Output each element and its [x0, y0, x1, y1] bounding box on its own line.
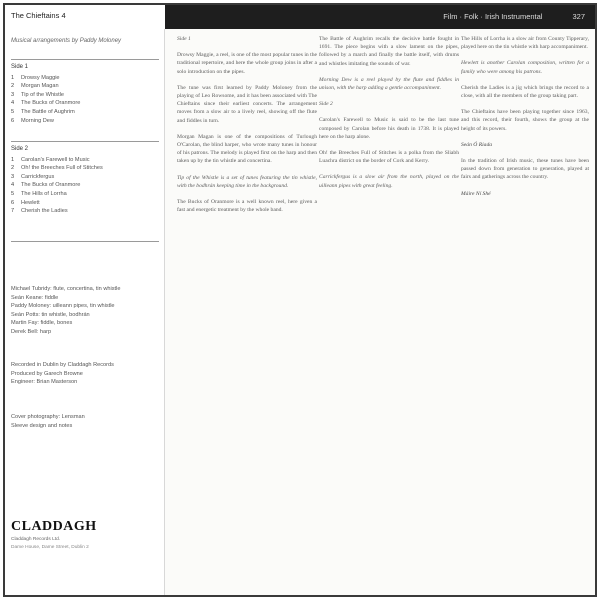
notes-paragraph: Carolan's Farewell to Music is said to be the last tune composed by Carolan before his death in 1738. It is played here on the harp alone.	[319, 117, 459, 140]
track-item: 6 Morning Dew	[11, 117, 54, 124]
notes-paragraph: Carrickfergus is a slow air from the north, played on the uilleann pipes with great feeling.	[319, 174, 459, 189]
credit-line: Derek Bell: harp	[11, 328, 52, 335]
header-title-block	[11, 11, 66, 20]
credit-line: Michael Tubridy: flute, concertina, tin whistle	[11, 286, 121, 292]
production-credits	[11, 361, 161, 387]
credit-line: Produced by Garech Browne	[11, 370, 83, 377]
notes-paragraph: Cherish the Ladies is a jig which brings the record to a close, with all the members of the group taking part.	[461, 84, 589, 100]
musician-credits	[11, 285, 161, 337]
track-item: 1 Carolan's Farewell to Music	[11, 156, 90, 163]
label-logo	[11, 519, 97, 550]
notes-paragraph: Hewlett is another Carolan composition, written for a family who were among his patrons.	[461, 60, 589, 75]
credit-line: Seán Keane: fiddle	[11, 294, 59, 301]
notes-paragraph: Drowsy Maggie, a reel, is one of the most popular tunes in the traditional repertoire, and here the whole group joins in after a solo introduction on the pipes.	[177, 52, 317, 75]
notes-column-3	[461, 35, 589, 595]
notes-paragraph: Tip of the Whistle is a set of tunes featuring the tin whistle, with the bodhrán keeping time in the background.	[177, 174, 317, 189]
album-sleeve	[3, 3, 597, 597]
notes-paragraph: The tune was first learned by Paddy Moloney from the playing of Leo Rowsome, and it has been associated with The Chieftains since their earliest concerts. The arrangement moves from a slow air to a lively reel, showing off the flute and fiddles in turn.	[177, 84, 317, 124]
track-item: 5 The Hills of Lorrha	[11, 190, 67, 197]
track-item: 2 Oh! the Breeches Full of Stitches	[11, 165, 103, 172]
notes-paragraph: The Chieftains have been playing together since 1963, and this record, their fourth, shows the group at the height of its powers.	[461, 109, 589, 132]
side1-tracklist	[11, 63, 161, 125]
divider	[11, 241, 159, 242]
track-item: 2 Morgan Magan	[11, 83, 59, 90]
label-name: Claddagh Records Ltd.	[11, 537, 61, 542]
album-subtitle: Musical arrangements by Paddy Moloney	[11, 38, 122, 44]
notes-signature: Seán Ó Riada	[461, 141, 493, 148]
side2-heading: Side 2	[11, 146, 29, 152]
notes-paragraph: The Bucks of Oranmore is a well known reel, here given a fast and energetic treatment by the whole band.	[177, 199, 317, 214]
track-item: 3 Carrickfergus	[11, 173, 55, 180]
label-logo-text: CLADDAGH	[11, 519, 97, 534]
divider	[11, 141, 159, 142]
label-address: Dame House, Dame Street, Dublin 2	[11, 545, 89, 550]
header-right	[443, 12, 585, 21]
design-credits	[11, 413, 161, 430]
track-item: 7 Cherish the Ladies	[11, 208, 68, 215]
notes-column-2	[319, 35, 459, 595]
genre-label: Film · Folk · Irish Instrumental	[443, 12, 543, 21]
credit-line: Paddy Moloney: uilleann pipes, tin whistle	[11, 303, 115, 310]
credit-line: Seán Potts: tin whistle, bodhrán	[11, 311, 90, 318]
side1-heading: Side 1	[11, 64, 29, 70]
track-item: 4 The Bucks of Oranmore	[11, 100, 81, 107]
notes-column-1	[177, 35, 317, 595]
notes-paragraph: The Hills of Lorrha is a slow air from County Tipperary, played here on the tin whistle with harp accompaniment.	[461, 36, 589, 51]
track-item: 5 The Battle of Aughrim	[11, 108, 75, 115]
notes-paragraph: Oh! the Breeches Full of Stitches is a polka from the Sliabh Luachra district on the border of Cork and Kerry.	[319, 150, 459, 165]
side2-tracklist	[11, 145, 161, 216]
credit-line: Martin Fay: fiddle, bones	[11, 320, 73, 327]
page-number: 327	[572, 12, 585, 21]
album-title: The Chieftains 4	[11, 11, 66, 20]
notes-paragraph: In the tradition of Irish music, these tunes have been passed down from generation to generation, played at fairs and gatherings across the country.	[461, 158, 589, 181]
divider	[11, 59, 159, 60]
track-item: 4 The Bucks of Oranmore	[11, 182, 81, 189]
track-item: 3 Tip of the Whistle	[11, 91, 65, 98]
notes-paragraph: Morning Dew is a reel played by the flute and fiddles in unison, with the harp adding a gentle accompaniment.	[319, 76, 459, 92]
notes-paragraph: The Battle of Aughrim recalls the decisive battle fought in 1691. The piece begins with a slow lament on the pipes, followed by a march and finally the battle itself, with drums and whistles imitating the sounds of war.	[319, 36, 459, 67]
credit-line: Cover photography: Lensman	[11, 414, 85, 420]
left-panel	[5, 29, 165, 597]
credit-line: Recorded in Dublin by Claddagh Records	[11, 362, 114, 368]
notes-signature: Máire Ní Shé	[461, 190, 491, 197]
track-item: 1 Drowsy Maggie	[11, 74, 60, 81]
notes-heading: Side 1	[177, 36, 191, 42]
credit-line: Sleeve design and notes	[11, 422, 73, 429]
subtitle-block	[11, 37, 161, 48]
notes-paragraph: Morgan Magan is one of the compositions of Turlough O'Carolan, the blind harper, who wrote many tunes in honour of his patrons. The melody is played first on the harp and then taken up by the tin whistle and concertina.	[177, 133, 317, 165]
credit-line: Engineer: Brian Masterson	[11, 379, 78, 386]
notes-heading: Side 2	[319, 101, 333, 108]
track-item: 6 Hewlett	[11, 199, 40, 206]
